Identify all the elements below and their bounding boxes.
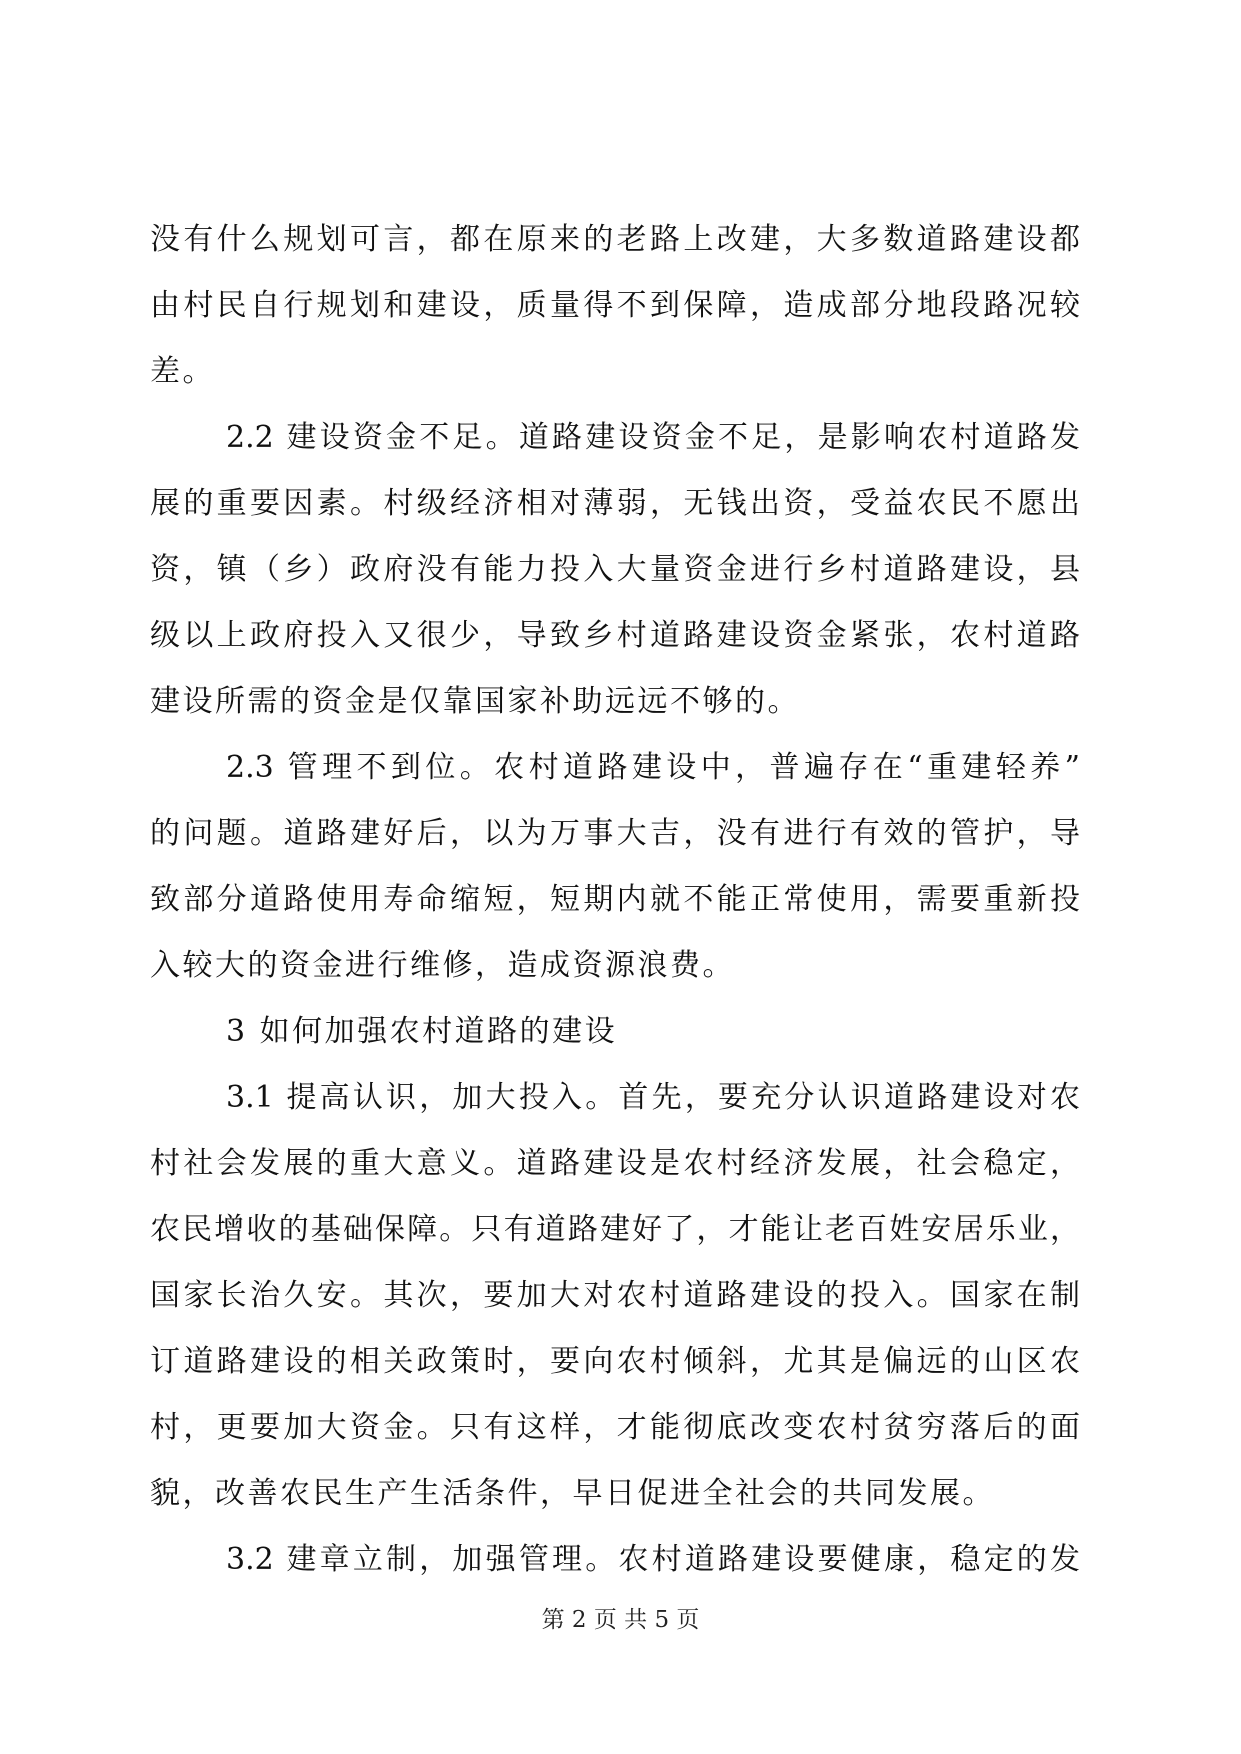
section-3-1-heading-line: 3.1 提高认识，加大投入。首先，要充分认识道路建设对农 xyxy=(226,1080,1080,1115)
text-line: 村，更要加大资金。只有这样，才能彻底改变农村贫穷落后的面 xyxy=(150,1410,1080,1445)
text-line: 貌，改善农民生产生活条件，早日促进全社会的共同发展。 xyxy=(150,1476,995,1511)
text-line: 致部分道路使用寿命缩短，短期内就不能正常使用，需要重新投 xyxy=(150,882,1080,917)
text-line: 村社会发展的重大意义。道路建设是农村经济发展，社会稳定， xyxy=(150,1146,1080,1181)
body-text xyxy=(150,222,1080,1611)
text-line: 没有什么规划可言，都在原来的老路上改建，大多数道路建设都 xyxy=(150,222,1080,257)
text-line: 展的重要因素。村级经济相对薄弱，无钱出资，受益农民不愿出 xyxy=(150,486,1080,521)
text-line: 差。 xyxy=(150,354,215,389)
text-line: 建设所需的资金是仅靠国家补助远远不够的。 xyxy=(150,684,800,719)
section-2-3-heading-line: 2.3 管理不到位。农村道路建设中，普遍存在“重建轻养” xyxy=(226,750,1080,785)
section-3-heading: 3 如何加强农村道路的建设 xyxy=(226,1014,618,1049)
section-3-2-heading-line: 3.2 建章立制，加强管理。农村道路建设要健康，稳定的发 xyxy=(226,1542,1080,1577)
text-line: 农民增收的基础保障。只有道路建好了，才能让老百姓安居乐业， xyxy=(150,1212,1080,1247)
text-line: 由村民自行规划和建设，质量得不到保障，造成部分地段路况较 xyxy=(150,288,1080,323)
text-line: 级以上政府投入又很少，导致乡村道路建设资金紧张，农村道路 xyxy=(150,618,1080,653)
section-2-2-heading-line: 2.2 建设资金不足。道路建设资金不足，是影响农村道路发 xyxy=(226,420,1080,455)
page-number-footer: 第 2 页 共 5 页 xyxy=(541,1607,700,1633)
text-line: 订道路建设的相关政策时，要向农村倾斜，尤其是偏远的山区农 xyxy=(150,1344,1080,1379)
text-line: 入较大的资金进行维修，造成资源浪费。 xyxy=(150,948,735,983)
text-line: 的问题。道路建好后，以为万事大吉，没有进行有效的管护，导 xyxy=(150,816,1080,851)
text-line: 国家长治久安。其次，要加大对农村道路建设的投入。国家在制 xyxy=(150,1278,1080,1313)
text-line: 资，镇（乡）政府没有能力投入大量资金进行乡村道路建设，县 xyxy=(150,552,1080,587)
